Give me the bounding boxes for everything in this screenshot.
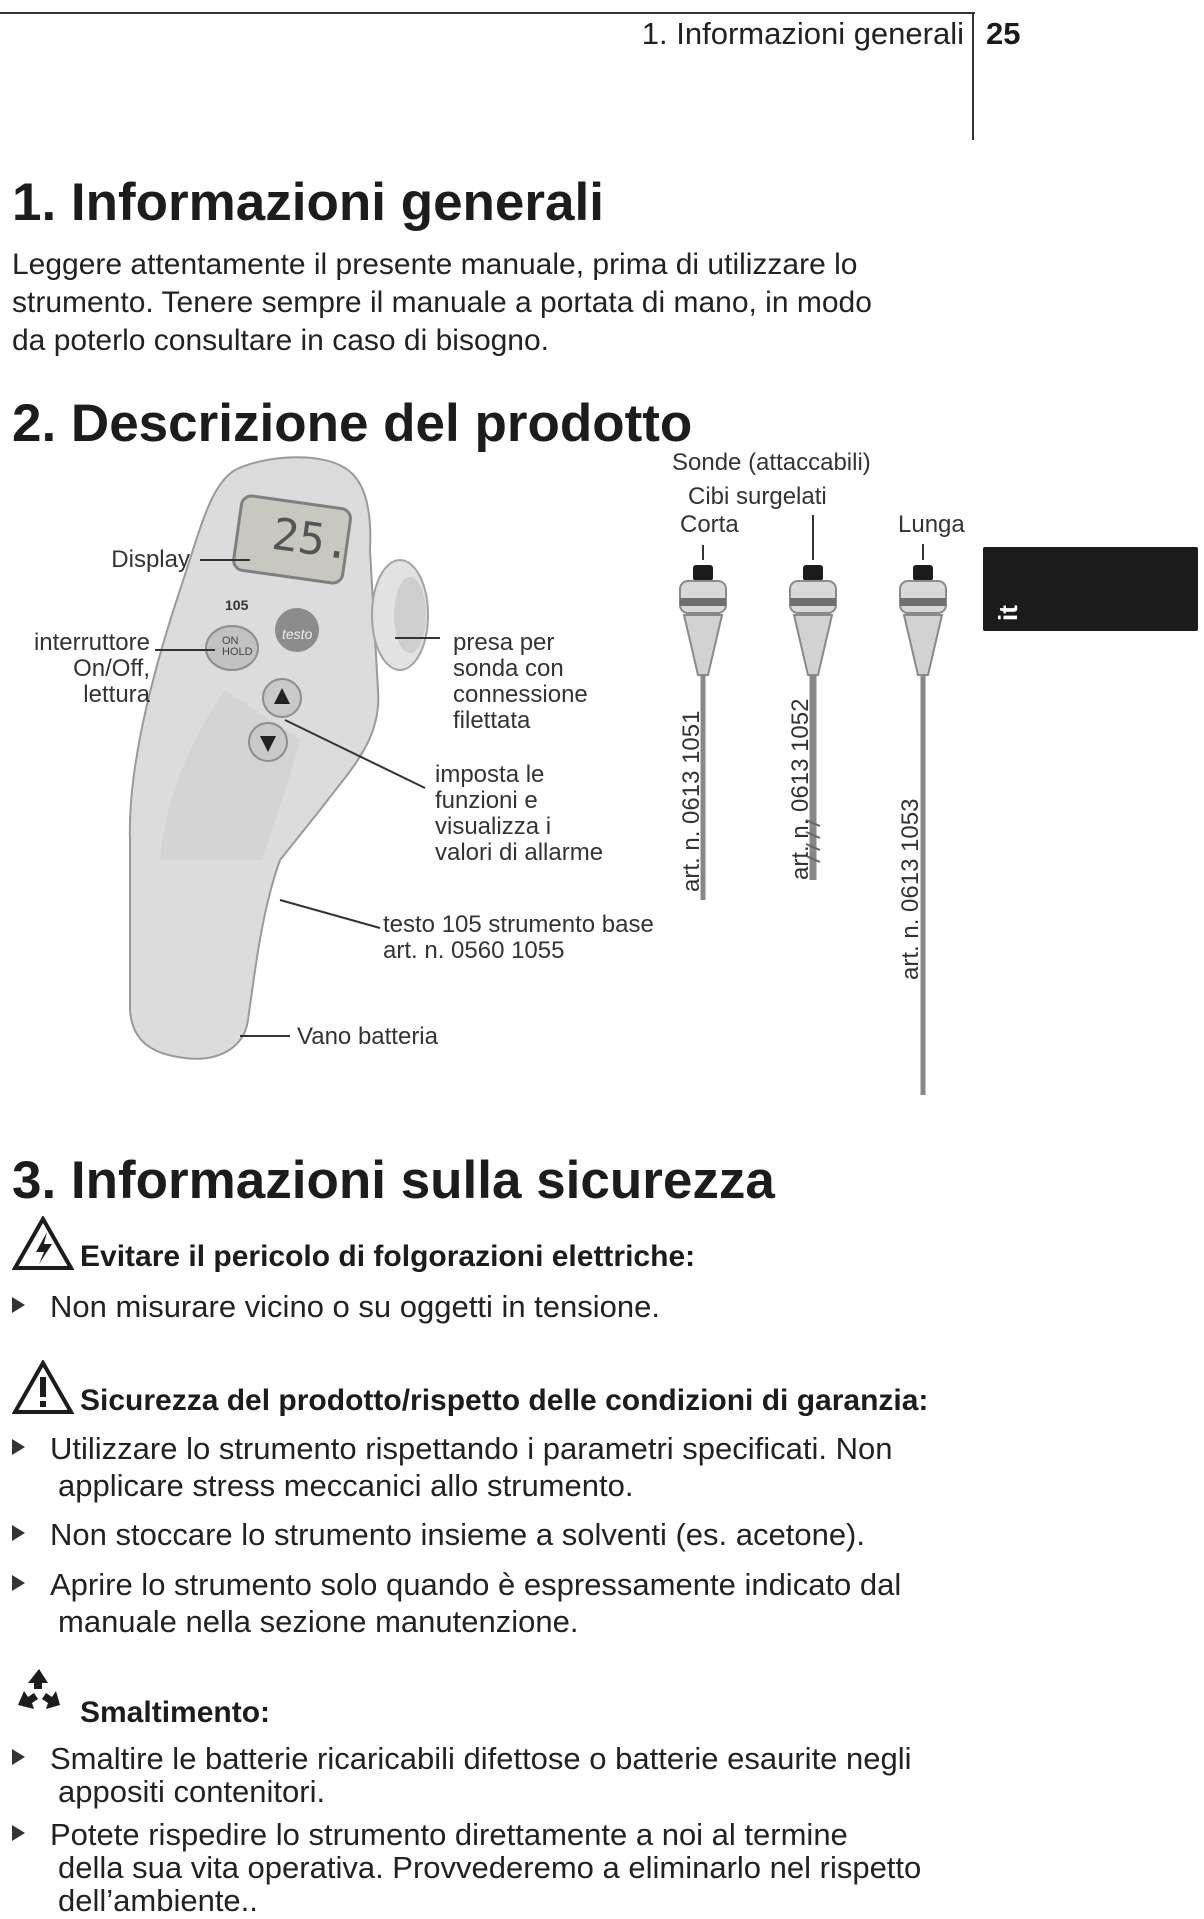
label-functions (435, 762, 603, 866)
bullet-line: Aprire lo strumento solo quando è espressamente indicato dal (50, 1567, 902, 1602)
label-socket-line: connessione (453, 681, 588, 708)
bullet-line: Non stoccare lo strumento insieme a solventi (es. acetone). (50, 1517, 865, 1552)
language-tab-label: it (993, 605, 1023, 621)
bullet-arrow-icon (12, 1749, 25, 1765)
bullet-line: della sua vita operativa. Provvederemo a eliminarlo nel rispetto (58, 1850, 922, 1885)
bullet-line: manuale nella sezione manutenzione. (58, 1604, 579, 1639)
bullet-arrow-icon (12, 1297, 25, 1313)
probe-short-art: art. n. 0613 1051 (678, 710, 705, 892)
bullet-item (12, 1566, 990, 1640)
label-socket (453, 630, 588, 734)
language-tab (983, 547, 1198, 631)
header-vertical-rule (972, 12, 974, 140)
on-hold-label (222, 636, 253, 658)
running-header-title: 1. Informazioni generali (641, 16, 964, 51)
display-reading: 25. (268, 508, 355, 571)
section-1-body (12, 246, 972, 360)
bullet-arrow-icon (12, 1825, 25, 1841)
label-display: Display (111, 546, 190, 573)
section-1-line: da poterlo consultare in caso di bisogno. (12, 324, 550, 357)
section-1-line: strumento. Tenere sempre il manuale a portata di mano, in modo (12, 286, 872, 319)
device-brand: testo (282, 626, 313, 642)
label-functions-line: valori di allarme (435, 839, 604, 866)
label-functions-line: funzioni e (435, 787, 538, 814)
warning-electric-title: Evitare il pericolo di folgorazioni elettriche: (80, 1240, 696, 1273)
bullet-line: appositi contenitori. (58, 1774, 326, 1809)
label-socket-line: filettata (453, 707, 531, 734)
label-switch-line: lettura (83, 681, 150, 708)
recycle-icon (12, 1665, 66, 1719)
probe-long-label: Lunga (898, 511, 965, 538)
probe-frozen-label: Cibi surgelati (688, 483, 827, 510)
label-base-instrument (383, 912, 654, 964)
bullet-line: Potete rispedire lo strumento direttamente a noi al termine (50, 1817, 848, 1852)
on-label: ON (222, 635, 239, 647)
warning-icon (12, 1360, 74, 1416)
bullet-line: applicare stress meccanici allo strumento. (58, 1468, 634, 1503)
bullet-line: dell’ambiente.. (58, 1883, 258, 1918)
disposal-title: Smaltimento: (80, 1696, 271, 1729)
electric-hazard-icon (12, 1216, 74, 1272)
label-battery: Vano batteria (297, 1023, 438, 1050)
bullet-arrow-icon (12, 1525, 25, 1541)
section-1-title: 1. Informazioni generali (12, 173, 604, 232)
label-switch (10, 630, 150, 708)
bullet-arrow-icon (12, 1439, 25, 1455)
section-2-title: 2. Descrizione del prodotto (12, 394, 693, 453)
bullet-arrow-icon (12, 1575, 25, 1591)
label-socket-line: sonda con (453, 655, 564, 682)
label-switch-line: On/Off, (73, 655, 150, 682)
probe-frozen-art: art. n. 0613 1052 (787, 698, 814, 880)
hold-label: HOLD (222, 646, 253, 658)
page-number: 25 (986, 16, 1021, 51)
probes-heading: Sonde (attaccabili) (672, 449, 871, 476)
label-functions-line: imposta le (435, 761, 545, 788)
label-base-line: testo 105 strumento base (383, 911, 654, 938)
label-base-line: art. n. 0560 1055 (383, 937, 565, 964)
label-functions-line: visualizza i (435, 813, 552, 840)
label-switch-line: interruttore (33, 629, 150, 656)
product-diagram (0, 440, 1204, 1110)
warning-product-title: Sicurezza del prodotto/rispetto delle condizioni di garanzia: (80, 1384, 929, 1417)
bullet-line: Utilizzare lo strumento rispettando i parametri specificati. Non (50, 1431, 893, 1466)
bullet-line: Smaltire le batterie ricaricabili difettose o batterie esaurite negli (50, 1741, 912, 1776)
bullet-item (12, 1740, 990, 1810)
bullet-item (12, 1430, 990, 1504)
section-1-line: Leggere attentamente il presente manuale, prima di utilizzare lo (12, 248, 858, 281)
probe-long-art: art. n. 0613 1053 (897, 798, 924, 980)
label-socket-line: presa per (453, 629, 555, 656)
bullet-item (12, 1516, 990, 1553)
header-rule (0, 12, 975, 14)
bullet-item (12, 1816, 990, 1919)
probe-short-label: Corta (680, 511, 739, 538)
section-3-title: 3. Informazioni sulla sicurezza (12, 1151, 775, 1210)
device-model: 105 (225, 597, 249, 613)
bullet-item (12, 1288, 990, 1325)
bullet-line: Non misurare vicino o su oggetti in tensione. (50, 1289, 660, 1324)
